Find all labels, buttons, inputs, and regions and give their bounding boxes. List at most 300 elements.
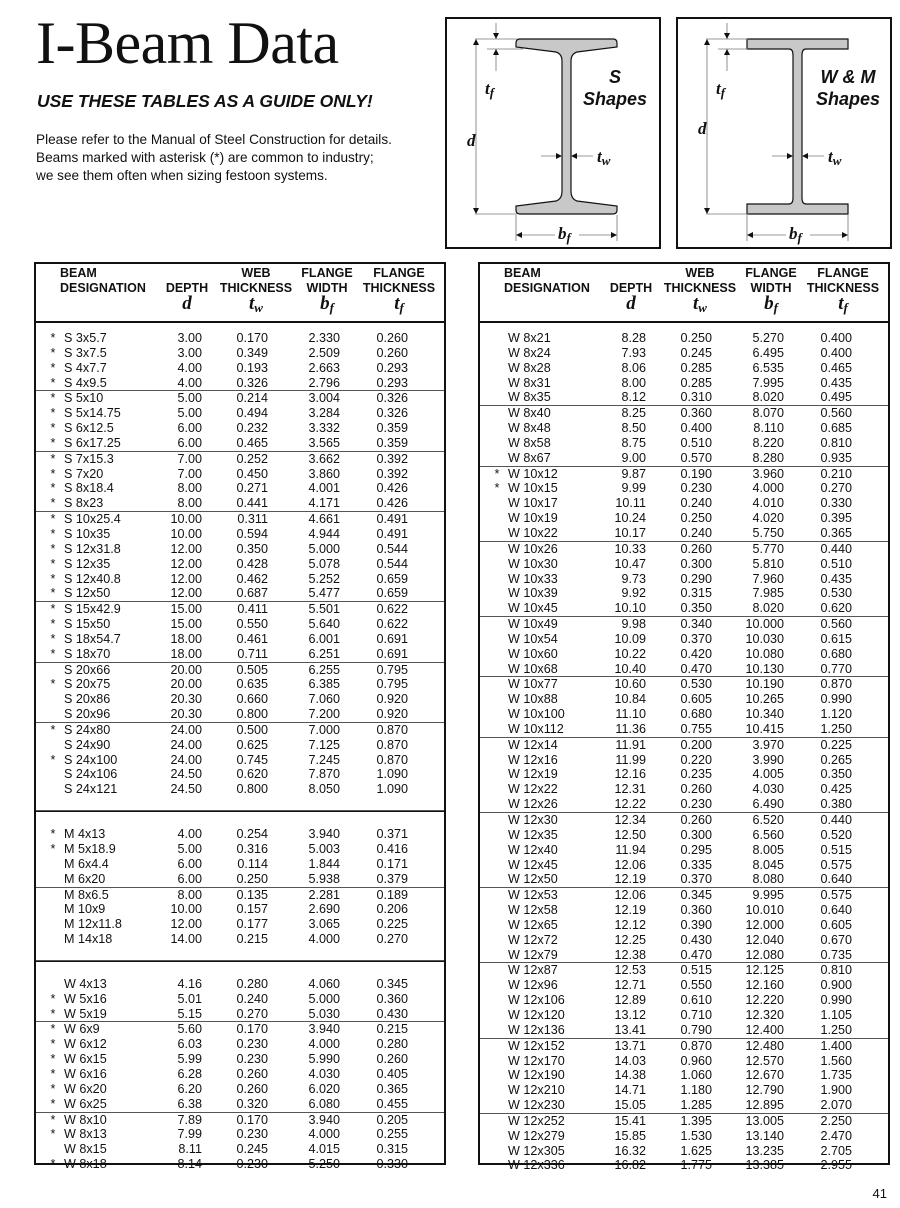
flange-thickness-value: 0.365 [376, 1081, 408, 1096]
beam-designation: W 12x152 [508, 1038, 565, 1053]
table-row [36, 977, 444, 992]
depth-value: 10.47 [614, 556, 646, 571]
table-row [480, 963, 888, 978]
depth-value: 8.00 [177, 496, 202, 511]
flange-thickness-value: 0.670 [820, 932, 852, 947]
row-group [480, 888, 888, 963]
flange-width-value: 5.000 [308, 991, 340, 1006]
table-row [480, 542, 888, 557]
header-depth: DEPTH [609, 281, 653, 295]
table-row [480, 376, 888, 391]
depth-value: 9.92 [621, 586, 646, 601]
table-row [36, 376, 444, 391]
depth-value: 6.00 [177, 421, 202, 436]
flange-thickness-value: 0.359 [376, 421, 408, 436]
table-row [36, 932, 444, 947]
depth-value: 4.16 [177, 976, 202, 991]
flange-width-value: 6.385 [308, 677, 340, 692]
web-thickness-value: 0.470 [680, 661, 712, 676]
table-row [36, 692, 444, 707]
row-group [36, 391, 444, 451]
table-row [36, 617, 444, 632]
flange-thickness-value: 1.735 [820, 1068, 852, 1083]
web-thickness-value: 0.245 [680, 345, 712, 360]
flange-width-value: 4.944 [308, 526, 340, 541]
flange-width-value: 12.895 [745, 1098, 784, 1113]
flange-thickness-value: 0.260 [376, 1052, 408, 1067]
depth-value: 20.30 [170, 707, 202, 722]
flange-thickness-value: 0.435 [820, 571, 852, 586]
table-row [36, 1067, 444, 1082]
depth-value: 15.00 [170, 602, 202, 617]
depth-value: 5.00 [177, 391, 202, 406]
row-group [480, 1114, 888, 1173]
beam-designation: W 6x15 [64, 1052, 107, 1067]
beam-designation: W 8x13 [64, 1127, 107, 1142]
beam-designation: S 8x23 [64, 496, 104, 511]
web-thickness-value: 0.300 [680, 556, 712, 571]
flange-thickness-value: 0.810 [820, 435, 852, 450]
table-row [480, 707, 888, 722]
flange-width-value: 6.535 [752, 360, 784, 375]
bf-symbol: $b_f$ [764, 293, 778, 315]
web-thickness-value: 0.360 [680, 406, 712, 421]
beam-designation: W 6x25 [64, 1096, 107, 1111]
table-row [36, 992, 444, 1007]
common-marker: * [50, 435, 56, 450]
d-label: d [467, 131, 476, 150]
intro-line: Beams marked with asterisk (*) are common to industry; [36, 150, 374, 165]
depth-value: 10.00 [170, 526, 202, 541]
flange-width-value: 4.005 [752, 767, 784, 782]
table-row [480, 390, 888, 405]
table-row [36, 872, 444, 887]
beam-designation: M 6x20 [64, 871, 106, 886]
common-marker: * [50, 646, 56, 661]
beam-designation: S 10x25.4 [64, 512, 121, 527]
beam-designation: W 10x33 [508, 571, 558, 586]
flange-thickness-value: 0.400 [820, 331, 852, 345]
depth-value: 10.84 [614, 692, 646, 707]
depth-value: 12.00 [170, 556, 202, 571]
flange-width-value: 13.385 [745, 1158, 784, 1173]
common-marker: * [494, 466, 500, 481]
beam-designation: S 15x50 [64, 617, 111, 632]
flange-width-value: 8.070 [752, 406, 784, 421]
flange-thickness-value: 1.900 [820, 1083, 852, 1098]
header-flange-thickness: FLANGE THICKNESS [806, 266, 880, 295]
flange-width-value: 5.003 [308, 842, 340, 856]
depth-value: 24.50 [170, 767, 202, 782]
flange-width-value: 4.000 [308, 932, 340, 947]
flange-width-value: 5.270 [752, 331, 784, 345]
web-thickness-value: 0.960 [680, 1053, 712, 1068]
flange-width-value: 10.000 [745, 617, 784, 632]
beam-designation: S 12x31.8 [64, 541, 121, 556]
flange-thickness-value: 0.189 [376, 887, 408, 902]
web-thickness-value: 0.345 [680, 888, 712, 903]
flange-width-value: 3.284 [308, 406, 340, 421]
web-thickness-value: 0.260 [680, 813, 712, 827]
web-thickness-value: 0.745 [236, 752, 268, 767]
flange-thickness-value: 0.659 [376, 571, 408, 586]
flange-width-value: 3.662 [308, 451, 340, 466]
beam-designation: W 10x60 [508, 646, 558, 661]
flange-width-value: 8.080 [752, 872, 784, 887]
beam-designation: W 8x35 [508, 390, 551, 405]
table-row [480, 496, 888, 511]
table-row [36, 481, 444, 496]
table-row [480, 948, 888, 963]
flange-width-value: 5.770 [752, 541, 784, 556]
depth-value: 12.00 [170, 917, 202, 932]
flange-thickness-value: 0.365 [820, 525, 852, 540]
flange-thickness-value: 0.920 [376, 707, 408, 722]
flange-width-value: 6.255 [308, 662, 340, 677]
table-row [480, 451, 888, 466]
depth-symbol: d [182, 293, 192, 314]
beam-designation: W 8x21 [508, 331, 551, 345]
table-row [480, 872, 888, 887]
web-thickness-value: 0.285 [680, 360, 712, 375]
flange-width-value: 8.220 [752, 435, 784, 450]
table-row [36, 1007, 444, 1022]
depth-value: 5.60 [177, 1022, 202, 1037]
beam-designation: W 12x35 [508, 827, 558, 842]
web-thickness-value: 0.605 [680, 692, 712, 707]
beam-designation: W 12x79 [508, 947, 558, 962]
depth-value: 7.00 [177, 466, 202, 481]
table-row [36, 527, 444, 542]
beam-designation: W 10x68 [508, 661, 558, 676]
beam-designation: S 10x35 [64, 526, 111, 541]
common-marker: * [50, 631, 56, 646]
beam-designation: W 10x39 [508, 586, 558, 601]
web-thickness-value: 0.193 [236, 360, 268, 375]
depth-value: 10.33 [614, 541, 646, 556]
web-thickness-value: 0.230 [236, 1157, 268, 1172]
web-thickness-value: 0.420 [680, 646, 712, 661]
web-thickness-value: 0.135 [236, 887, 268, 902]
flange-width-value: 5.078 [308, 556, 340, 571]
flange-width-value: 4.060 [308, 976, 340, 991]
beam-designation: S 24x121 [64, 782, 118, 797]
beam-designation: S 24x80 [64, 722, 111, 737]
table-row [480, 617, 888, 632]
beam-designation: W 12x19 [508, 767, 558, 782]
web-thickness-value: 1.395 [680, 1113, 712, 1128]
web-thickness-value: 0.349 [236, 345, 268, 360]
beam-designation: W 12x40 [508, 842, 558, 857]
wm-shape-diagram [676, 17, 892, 249]
flange-width-value: 10.190 [745, 677, 784, 692]
depth-value: 10.17 [614, 525, 646, 540]
table-row [480, 601, 888, 616]
depth-value: 12.06 [614, 888, 646, 903]
web-thickness-value: 0.200 [680, 737, 712, 752]
tw-symbol: $t_w$ [693, 293, 707, 315]
beam-designation: W 12x305 [508, 1143, 565, 1158]
web-thickness-value: 0.300 [680, 827, 712, 842]
flange-thickness-value: 0.326 [376, 391, 408, 406]
web-thickness-value: 0.400 [680, 421, 712, 436]
beam-designation: W 10x15 [508, 481, 558, 496]
depth-value: 6.00 [177, 871, 202, 886]
common-marker: * [50, 722, 56, 737]
web-thickness-value: 0.235 [680, 767, 712, 782]
beam-designation: S 5x10 [64, 391, 104, 406]
beam-designation: W 6x12 [64, 1037, 107, 1052]
table-row [36, 421, 444, 436]
web-thickness-value: 0.280 [236, 976, 268, 991]
flange-thickness-value: 0.680 [820, 646, 852, 661]
depth-value: 10.22 [614, 646, 646, 661]
tw-label: $t_w$ [828, 147, 842, 168]
table-row [480, 586, 888, 601]
flange-thickness-value: 0.359 [376, 435, 408, 450]
table-row [36, 827, 444, 842]
w-beam-table [478, 262, 890, 1173]
beam-designation: W 5x16 [64, 991, 107, 1006]
depth-value: 7.93 [621, 345, 646, 360]
table-row [36, 857, 444, 872]
table-row [36, 707, 444, 722]
flange-thickness-value: 1.250 [820, 1022, 852, 1037]
flange-thickness-value: 0.425 [820, 782, 852, 797]
table-row [36, 436, 444, 451]
table-row [480, 978, 888, 993]
beam-designation: W 12x50 [508, 872, 558, 887]
web-thickness-value: 0.635 [236, 677, 268, 692]
table-row [480, 843, 888, 858]
header-flange-width: FLANGE WIDTH [745, 266, 797, 295]
flange-width-value: 7.870 [308, 767, 340, 782]
table-row [36, 1082, 444, 1097]
flange-thickness-value: 0.392 [376, 451, 408, 466]
depth-value: 9.99 [621, 481, 646, 496]
web-thickness-value: 1.530 [680, 1128, 712, 1143]
flange-width-value: 10.030 [745, 631, 784, 646]
flange-width-value: 6.495 [752, 345, 784, 360]
beam-designation: W 10x30 [508, 556, 558, 571]
row-group [36, 723, 444, 811]
table-row [36, 586, 444, 601]
beam-designation: S 18x70 [64, 646, 111, 661]
flange-thickness-value: 0.622 [376, 602, 408, 617]
flange-width-value: 7.995 [752, 375, 784, 390]
beam-designation: W 10x88 [508, 692, 558, 707]
beam-designation: W 6x20 [64, 1081, 107, 1096]
web-thickness-value: 0.800 [236, 782, 268, 797]
flange-width-value: 7.125 [308, 737, 340, 752]
web-thickness-value: 0.250 [236, 871, 268, 886]
table-body [480, 323, 888, 1173]
depth-value: 12.00 [170, 571, 202, 586]
table-body [36, 323, 444, 1172]
flange-width-value: 4.030 [752, 782, 784, 797]
row-group [480, 467, 888, 542]
beam-designation: W 8x48 [508, 421, 551, 436]
row-group [480, 406, 888, 466]
web-thickness-value: 0.326 [236, 375, 268, 390]
web-thickness-value: 0.550 [680, 978, 712, 993]
flange-width-value: 8.005 [752, 842, 784, 857]
depth-value: 6.00 [177, 856, 202, 871]
common-marker: * [50, 466, 56, 481]
web-thickness-value: 0.335 [680, 857, 712, 872]
row-group [36, 961, 444, 1023]
web-thickness-value: 0.610 [680, 993, 712, 1008]
flange-thickness-value: 0.392 [376, 466, 408, 481]
flange-width-value: 3.860 [308, 466, 340, 481]
flange-width-value: 8.045 [752, 857, 784, 872]
depth-value: 10.00 [170, 512, 202, 527]
web-thickness-value: 0.240 [680, 496, 712, 511]
depth-value: 20.00 [170, 677, 202, 692]
depth-value: 15.85 [614, 1128, 646, 1143]
depth-value: 12.25 [614, 932, 646, 947]
table-row [480, 1129, 888, 1144]
flange-thickness-value: 0.330 [376, 1157, 408, 1172]
header-flange-width: FLANGE WIDTH [301, 266, 353, 295]
web-thickness-value: 0.530 [680, 677, 712, 692]
flange-width-value: 10.340 [745, 707, 784, 722]
flange-thickness-value: 0.510 [820, 556, 852, 571]
d-label: d [698, 119, 707, 138]
depth-value: 12.31 [614, 782, 646, 797]
flange-thickness-value: 0.330 [820, 496, 852, 511]
flange-thickness-value: 0.795 [376, 677, 408, 692]
web-thickness-value: 0.310 [680, 390, 712, 405]
s-shape-diagram [445, 17, 661, 249]
table-row [36, 557, 444, 572]
table-row [480, 632, 888, 647]
beam-designation: S 24x100 [64, 752, 118, 767]
table-row [480, 481, 888, 496]
depth-value: 12.00 [170, 541, 202, 556]
web-thickness-value: 0.350 [236, 541, 268, 556]
flange-thickness-value: 0.615 [820, 631, 852, 646]
table-row [36, 782, 444, 797]
table-row [36, 842, 444, 857]
flange-thickness-value: 0.620 [820, 601, 852, 616]
depth-value: 6.38 [177, 1096, 202, 1111]
flange-width-value: 3.940 [308, 827, 340, 842]
web-thickness-value: 0.114 [237, 856, 268, 871]
flange-width-value: 5.810 [752, 556, 784, 571]
flange-thickness-value: 0.225 [820, 737, 852, 752]
bf-label: $b_f$ [558, 224, 571, 245]
beam-designation: W 8x28 [508, 360, 551, 375]
table-row [480, 421, 888, 436]
beam-designation: S 3x5.7 [64, 331, 107, 345]
depth-value: 8.75 [621, 435, 646, 450]
table-row [36, 1127, 444, 1142]
depth-value: 24.00 [170, 752, 202, 767]
beam-designation: S 12x40.8 [64, 571, 121, 586]
web-thickness-value: 0.465 [236, 435, 268, 450]
flange-width-value: 5.000 [308, 541, 340, 556]
flange-width-value: 3.565 [308, 435, 340, 450]
beam-designation: W 12x230 [508, 1098, 565, 1113]
table-row [480, 738, 888, 753]
table-row [36, 542, 444, 557]
flange-width-value: 3.940 [308, 1112, 340, 1127]
flange-width-value: 3.065 [308, 917, 340, 932]
beam-designation: W 10x22 [508, 525, 558, 540]
flange-thickness-value: 0.640 [820, 903, 852, 918]
flange-width-value: 4.000 [752, 481, 784, 496]
depth-value: 14.38 [614, 1068, 646, 1083]
table-row [480, 1114, 888, 1129]
flange-width-value: 8.050 [308, 782, 340, 797]
common-marker: * [50, 541, 56, 556]
table-row [480, 1068, 888, 1083]
flange-width-value: 4.171 [308, 496, 340, 511]
web-thickness-value: 0.711 [237, 646, 268, 661]
depth-value: 8.11 [178, 1142, 202, 1157]
flange-thickness-value: 0.990 [820, 993, 852, 1008]
beam-designation: W 10x19 [508, 511, 558, 526]
web-thickness-value: 1.625 [680, 1143, 712, 1158]
flange-width-value: 10.080 [745, 646, 784, 661]
flange-thickness-value: 0.530 [820, 586, 852, 601]
beam-designation: W 6x9 [64, 1022, 100, 1037]
flange-thickness-value: 0.870 [376, 737, 408, 752]
flange-width-value: 6.520 [752, 813, 784, 827]
flange-width-value: 3.332 [308, 421, 340, 436]
table-row [36, 452, 444, 467]
depth-value: 5.01 [177, 991, 202, 1006]
web-thickness-value: 0.450 [236, 466, 268, 481]
row-group [36, 1022, 444, 1112]
web-thickness-value: 0.428 [236, 556, 268, 571]
depth-value: 5.99 [177, 1052, 202, 1067]
depth-value: 12.53 [614, 963, 646, 978]
web-thickness-value: 0.620 [236, 767, 268, 782]
depth-value: 24.50 [170, 782, 202, 797]
table-row [480, 406, 888, 421]
row-group [480, 813, 888, 888]
beam-designation: W 12x106 [508, 993, 565, 1008]
header-web-thickness: WEB THICKNESS [219, 266, 293, 295]
flange-thickness-value: 2.250 [820, 1113, 852, 1128]
table-row [480, 722, 888, 737]
table-row [480, 933, 888, 948]
table-row [480, 572, 888, 587]
depth-value: 10.40 [614, 661, 646, 676]
flange-thickness-value: 0.465 [820, 360, 852, 375]
table-row [36, 723, 444, 738]
flange-thickness-value: 0.326 [376, 406, 408, 421]
w-beam-profile-icon [678, 19, 890, 247]
flange-thickness-value: 0.491 [376, 526, 408, 541]
table-row [480, 1144, 888, 1159]
row-group [36, 452, 444, 512]
common-marker: * [50, 421, 56, 436]
flange-thickness-value: 2.955 [820, 1158, 852, 1173]
table-row [36, 753, 444, 768]
table-row [36, 663, 444, 678]
beam-designation: W 12x170 [508, 1053, 565, 1068]
flange-thickness-value: 0.210 [820, 466, 852, 481]
flange-thickness-value: 0.280 [376, 1037, 408, 1052]
row-group [480, 677, 888, 737]
table-row [36, 738, 444, 753]
table-row [480, 813, 888, 828]
common-marker: * [50, 617, 56, 632]
table-row [36, 677, 444, 692]
